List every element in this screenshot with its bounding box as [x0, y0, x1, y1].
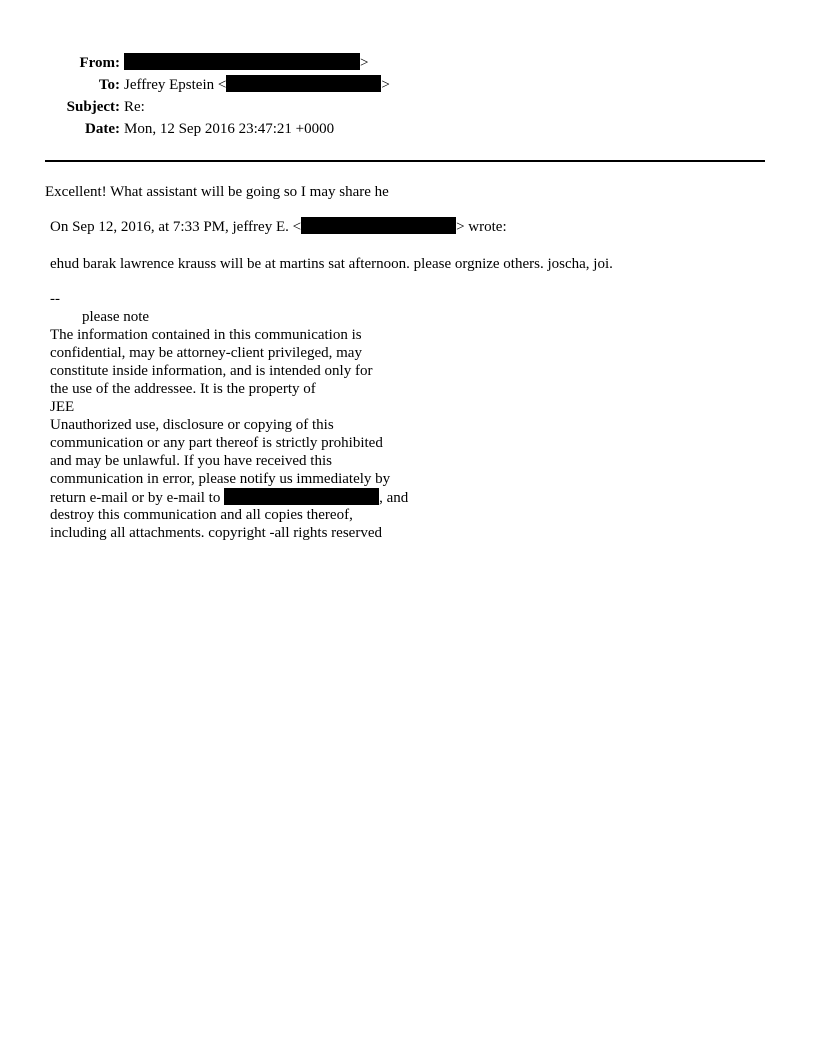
- redaction-block: [124, 53, 360, 70]
- email-header: [0, 52, 816, 140]
- to-suffix: >: [381, 77, 390, 93]
- signature-line: The information contained in this communication is: [50, 327, 362, 343]
- to-value: [124, 74, 390, 96]
- from-suffix: >: [360, 55, 369, 71]
- quote-intro-suffix: > wrote:: [456, 219, 507, 235]
- email-line-suffix: , and: [379, 490, 409, 506]
- from-row: [0, 52, 816, 74]
- signature-line: including all attachments. copyright -all rights reserved: [50, 525, 382, 541]
- quote-intro-prefix: On Sep 12, 2016, at 7:33 PM, jeffrey E. <: [50, 219, 302, 235]
- signature-email-line: [50, 488, 408, 506]
- email-line-prefix: return e-mail or by e-mail to: [50, 490, 225, 506]
- signature-line: destroy this communication and all copies thereof,: [50, 507, 353, 523]
- signature-block: [50, 290, 408, 542]
- redaction-block: [301, 217, 456, 234]
- signature-line: communication or any part thereof is strictly prohibited: [50, 435, 383, 451]
- date-row: [0, 118, 816, 140]
- to-name: Jeffrey Epstein <: [124, 77, 227, 93]
- redaction-block: [224, 488, 379, 505]
- date-value: Mon, 12 Sep 2016 23:47:21 +0000: [124, 121, 335, 137]
- subject-label: Subject:: [66, 99, 120, 115]
- signature-line: Unauthorized use, disclosure or copying of this: [50, 417, 334, 433]
- signature-line: JEE: [50, 399, 75, 415]
- date-label: Date:: [85, 121, 120, 137]
- signature-separator: --: [50, 291, 60, 307]
- signature-line: confidential, may be attorney-client privileged, may: [50, 345, 362, 361]
- to-row: [0, 74, 816, 96]
- quote-intro: [50, 217, 507, 236]
- to-label: To:: [98, 77, 120, 93]
- from-value: [124, 52, 368, 74]
- header-divider: [45, 160, 765, 162]
- redaction-block: [226, 75, 381, 92]
- subject-row: [0, 96, 816, 118]
- reply-text: Excellent! What assistant will be going so I may share he: [45, 184, 389, 200]
- signature-line: and may be unlawful. If you have received this: [50, 453, 332, 469]
- signature-line: communication in error, please notify us immediately by: [50, 471, 391, 487]
- subject-value: Re:: [124, 99, 145, 115]
- signature-line: constitute inside information, and is intended only for: [50, 363, 373, 379]
- signature-line: the use of the addressee. It is the property of: [50, 381, 316, 397]
- signature-note: please note: [82, 309, 150, 325]
- from-label: From:: [79, 55, 120, 71]
- quoted-message: ehud barak lawrence krauss will be at martins sat afternoon. please orgnize others. joscha, joi.: [50, 256, 613, 272]
